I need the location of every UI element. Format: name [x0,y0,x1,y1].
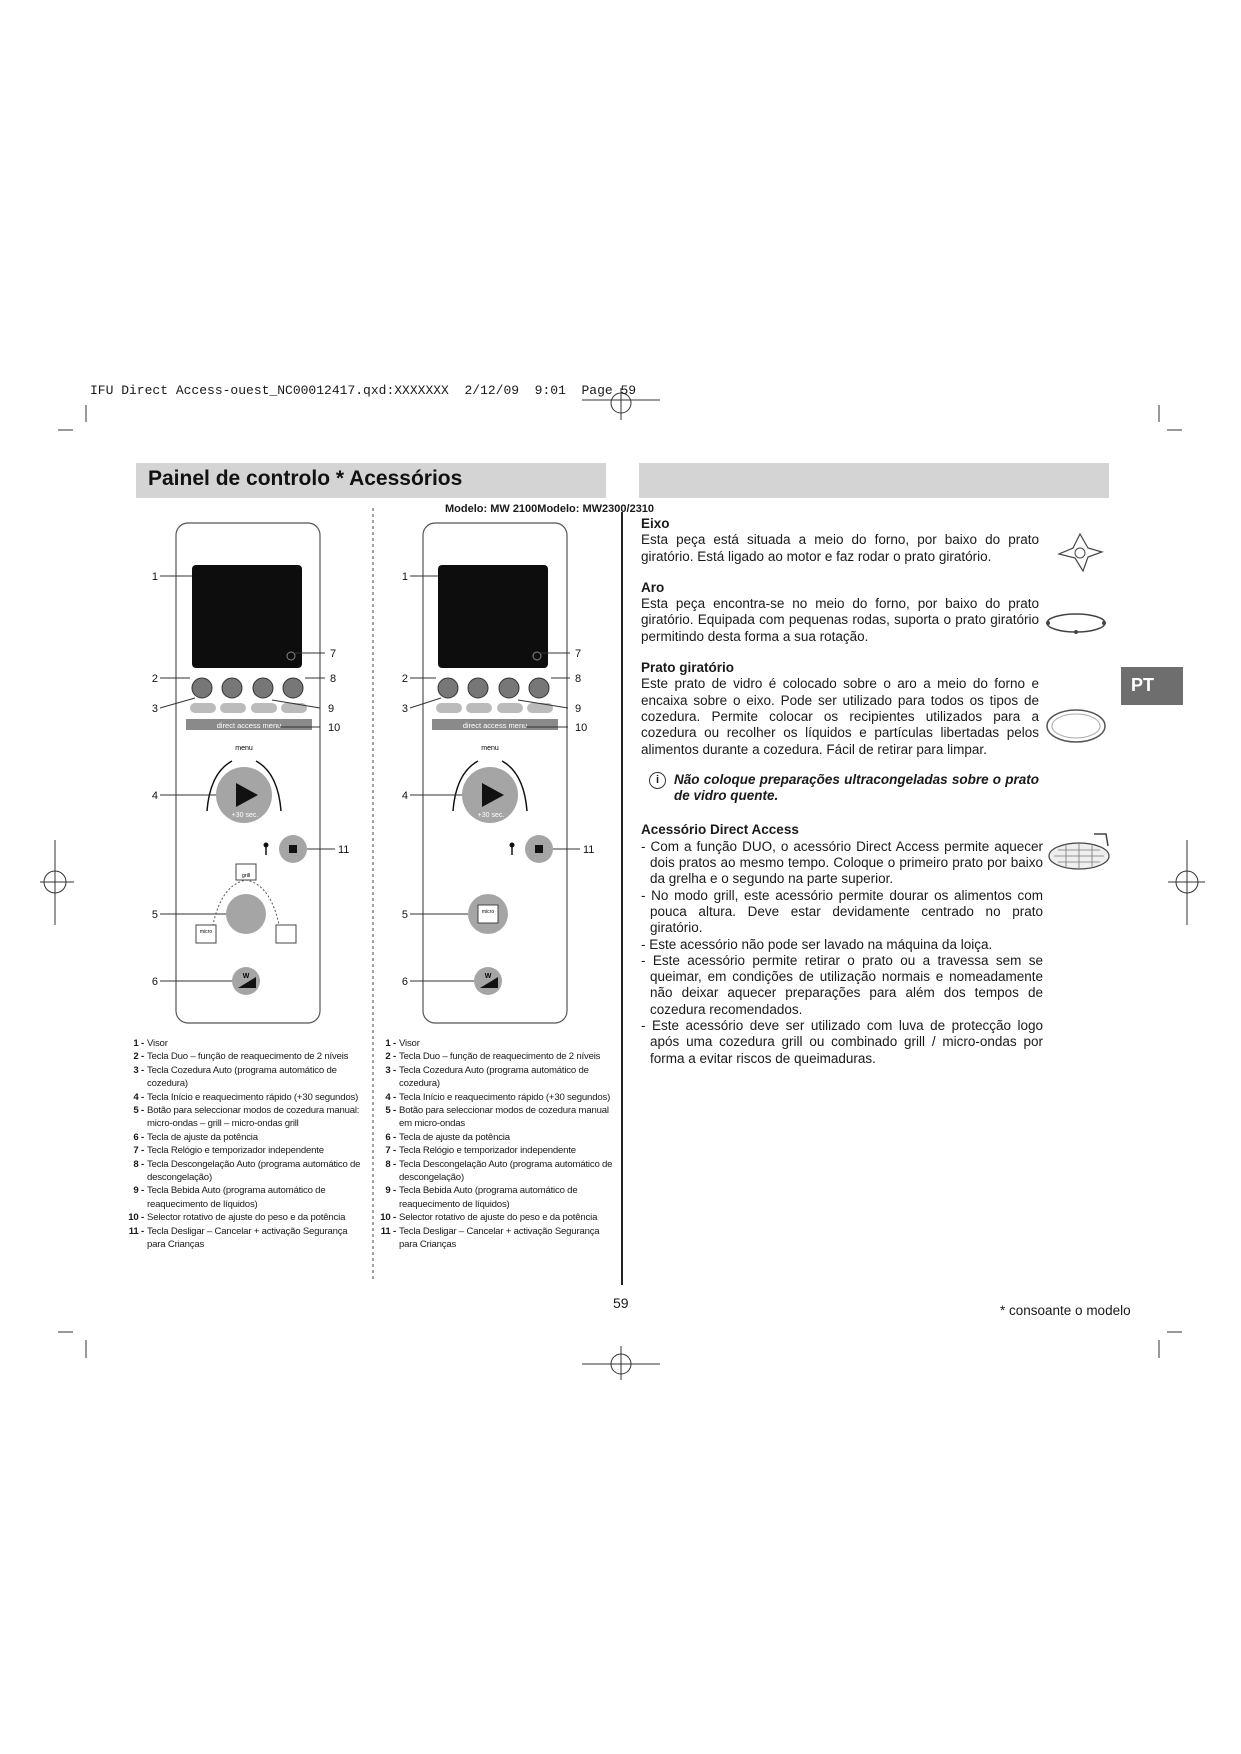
section-acessorio [641,822,1041,1066]
legend-item [128,1211,363,1224]
callout-4: 4 [151,790,158,802]
legend-number: 3 - [133,1064,144,1076]
legend-item [128,1050,363,1063]
accessory-list-item: - Este acessório não pode ser lavado na máquina da loiça. [641,936,993,952]
page-number: 59 [613,1295,629,1311]
accessory-list-item: - Com a função DUO, o acessório Direct Access permite aquecer dois pratos ao mesmo tempo. Coloque o primeiro prato por baixo da grelha e o segundo na parte superior. [641,838,1043,887]
section-title: Aro [641,579,665,595]
defrost-button [283,678,303,698]
menu-label: menu [481,745,499,752]
legend-number: 1 - [133,1038,144,1049]
section-title: Eixo [641,516,670,531]
legend-item [128,1158,363,1185]
legend-text: Tecla Descongelação Auto (programa automático de descongelação) [399,1158,613,1184]
legend-number: 5 - [385,1105,396,1117]
legend-text: Tecla Desligar – Cancelar + activação Segurança para Crianças [147,1225,348,1251]
callout-2: 2 [401,673,408,685]
eixo-illustration [1055,530,1105,575]
power-label: W [484,973,492,980]
direct-access-label: direct access menu [462,721,528,730]
legend-number: 9 - [133,1185,144,1197]
legend-number: 8 - [133,1158,144,1170]
legend-item [380,1064,615,1091]
legend-text: Tecla Bebida Auto (programa automático de reaquecimento de líquidos) [147,1185,326,1210]
legend-number: 10 - [380,1212,396,1224]
accessory-list [641,839,1043,1067]
legend-text: Tecla Duo – função de reaquecimento de 2 níveis [399,1051,601,1063]
section-title: Prato giratório [641,660,735,676]
legend-text: Selector rotativo de ajuste do peso e da potência [399,1212,598,1224]
callout-4: 4 [401,790,408,802]
accessory-list-item: - No modo grill, este acessório permite dourar os alimentos com pouca altura. Deve estar devidamente centrado no prato giratório. [641,887,1043,936]
callout-8: 8 [330,673,337,685]
callout-9: 9 [575,703,582,715]
grill-label: grill [241,873,251,879]
legend-text: Tecla de ajuste da potência [147,1131,258,1143]
direct-access-label: direct access menu [216,721,282,730]
legend-number: 9 - [385,1185,396,1197]
legend-number: 8 - [385,1158,396,1170]
legend-text: Tecla Relógio e temporizador independente [399,1145,576,1157]
legend-item [128,1225,363,1252]
aro-illustration [1044,610,1108,636]
callout-1: 1 [151,571,158,583]
callout-10: 10 [328,722,341,734]
legend-number: 6 - [385,1131,396,1143]
legend-left [128,1037,363,1252]
callout-9: 9 [328,703,335,715]
legend-number: 11 - [380,1225,396,1237]
callout-2: 2 [151,673,158,685]
callout-7: 7 [330,648,337,660]
duo-button [438,678,458,698]
callout-7: 7 [575,648,582,660]
legend-item [128,1064,363,1091]
callout-8: 8 [575,673,582,685]
legend-number: 10 - [128,1212,144,1224]
auto-cook-button [222,678,242,698]
accessory-list-item: - Este acessório permite retirar o prato ou a travessa sem se queimar, em condições de utilização normais e nomeadamente não deixar aquecer preparações para além dos tempos de cozedura recomendados. [641,952,1043,1017]
section-text: Este prato de vidro é colocado sobre o aro a meio do forno e encaixa sobre o eixo. Pode ser utilizado para todos os tipos de cozedura. Permite colocar os recipientes utilizados para a cozedura ou recolher os líquidos e partículas libertadas pelos alimentos durante a cozedura. Fácil de retirar para limpar. [641,676,1039,757]
legend-item [380,1144,615,1157]
legend-number: 6 - [133,1131,144,1143]
legend-number: 2 - [133,1051,144,1063]
legend-number: 7 - [385,1145,396,1157]
drink-button [253,678,273,698]
footnote: * consoante o modelo [1000,1303,1131,1318]
legend-text: Tecla de ajuste da potência [399,1131,510,1143]
legend-number: 11 - [128,1225,144,1237]
section-text: Esta peça está situada a meio do forno, por baixo do prato giratório. Está ligado ao motor e faz rodar o prato giratório. [641,532,1039,564]
legend-item [380,1131,615,1144]
legend-number: 7 - [133,1145,144,1157]
legend-text: Tecla Cozedura Auto (programa automático de cozedura) [147,1064,337,1090]
legend-item [128,1037,363,1050]
auto-cook-button [468,678,488,698]
accessory-list-item: - Este acessório deve ser utilizado com luva de protecção logo após uma cozedura grill ou combinado grill / micro-ondas por forma a evitar riscos de queimaduras. [641,1018,1043,1066]
plus30-label: +30 sec. [231,812,259,819]
section-title: Acessório Direct Access [641,822,799,838]
legend-item [380,1104,615,1131]
control-panel-right [400,515,610,1030]
mode-selector-button [226,894,266,934]
legend-text: Tecla Duo – função de reaquecimento de 2 níveis [147,1051,349,1063]
legend-item [128,1184,363,1211]
legend-text: Botão para seleccionar modos de cozedura manual: micro-ondas – grill – micro-ondas grill [147,1105,360,1130]
duo-button [192,678,212,698]
callout-10: 10 [575,722,588,734]
callout-5: 5 [401,909,408,921]
legend-number: 1 - [385,1038,396,1049]
section-eixo [641,516,1043,565]
legend-text: Selector rotativo de ajuste do peso e da potência [147,1212,346,1224]
legend-right [380,1037,615,1252]
callout-6: 6 [151,976,158,988]
display-screen [192,565,302,668]
accessories-column [641,516,1041,1067]
legend-text: Botão para seleccionar modos de cozedura manual em micro-ondas [399,1105,609,1130]
menu-label: menu [235,745,253,752]
legend-item [380,1050,615,1063]
section-aro [641,580,1041,645]
legend-item [380,1037,615,1050]
legend-item [128,1131,363,1144]
callout-3: 3 [151,703,158,715]
legend-number: 2 - [385,1051,396,1063]
control-panel-left [150,515,360,1030]
legend-text: Tecla Descongelação Auto (programa automático de descongelação) [147,1158,361,1184]
drink-button [499,678,519,698]
callout-11: 11 [338,844,350,856]
legend-text: Tecla Relógio e temporizador independente [147,1145,324,1157]
section-text: Esta peça encontra-se no meio do forno, por baixo do prato giratório. Equipada com pequenas rodas, suporta o prato giratório permitindo desta forma a sua rotação. [641,596,1039,644]
warning-note [641,772,1041,805]
legend-number: 4 - [133,1091,144,1103]
legend-item [128,1104,363,1131]
print-header: IFU Direct Access-ouest_NC00012417.qxd:XXXXXXX 2/12/09 9:01 Page 59 [90,383,637,398]
micro-label: micro [199,929,213,935]
legend-text: Tecla Início e reaquecimento rápido (+30 segundos) [399,1091,611,1103]
legend-text: Visor [147,1038,168,1049]
legend-item [380,1158,615,1185]
model-label: Modelo: MW 2100Modelo: MW2300/2310 [445,503,655,515]
legend-text: Tecla Desligar – Cancelar + activação Segurança para Crianças [399,1225,600,1251]
page-title: Painel de controlo * Acessórios [148,467,463,490]
section-prato [641,660,1041,758]
legend-item [380,1091,615,1104]
callout-5: 5 [151,909,158,921]
legend-item [380,1184,615,1211]
rack-illustration [1046,826,1116,878]
legend-text: Tecla Cozedura Auto (programa automático de cozedura) [399,1064,589,1090]
defrost-button [529,678,549,698]
legend-text: Tecla Bebida Auto (programa automático de reaquecimento de líquidos) [399,1185,578,1210]
display-screen [438,565,548,668]
note-text: Não coloque preparações ultracongeladas sobre o prato de vidro quente. [674,771,1039,804]
legend-number: 5 - [133,1105,144,1117]
callout-6: 6 [401,976,408,988]
info-icon: i [649,772,666,789]
legend-text: Tecla Início e reaquecimento rápido (+30 segundos) [147,1091,359,1103]
legend-item [128,1144,363,1157]
legend-item [380,1211,615,1224]
legend-number: 4 - [385,1091,396,1103]
callout-11: 11 [583,844,595,856]
prato-illustration [1044,706,1108,746]
legend-number: 3 - [385,1064,396,1076]
legend-text: Visor [399,1038,420,1049]
callout-1: 1 [401,571,408,583]
language-tab-pt: PT [1121,667,1183,705]
legend-item [380,1225,615,1252]
legend-item [128,1091,363,1104]
plus30-label: +30 sec. [477,812,505,819]
power-label: W [242,973,250,980]
callout-3: 3 [401,703,408,715]
micro-label: micro [481,909,495,915]
